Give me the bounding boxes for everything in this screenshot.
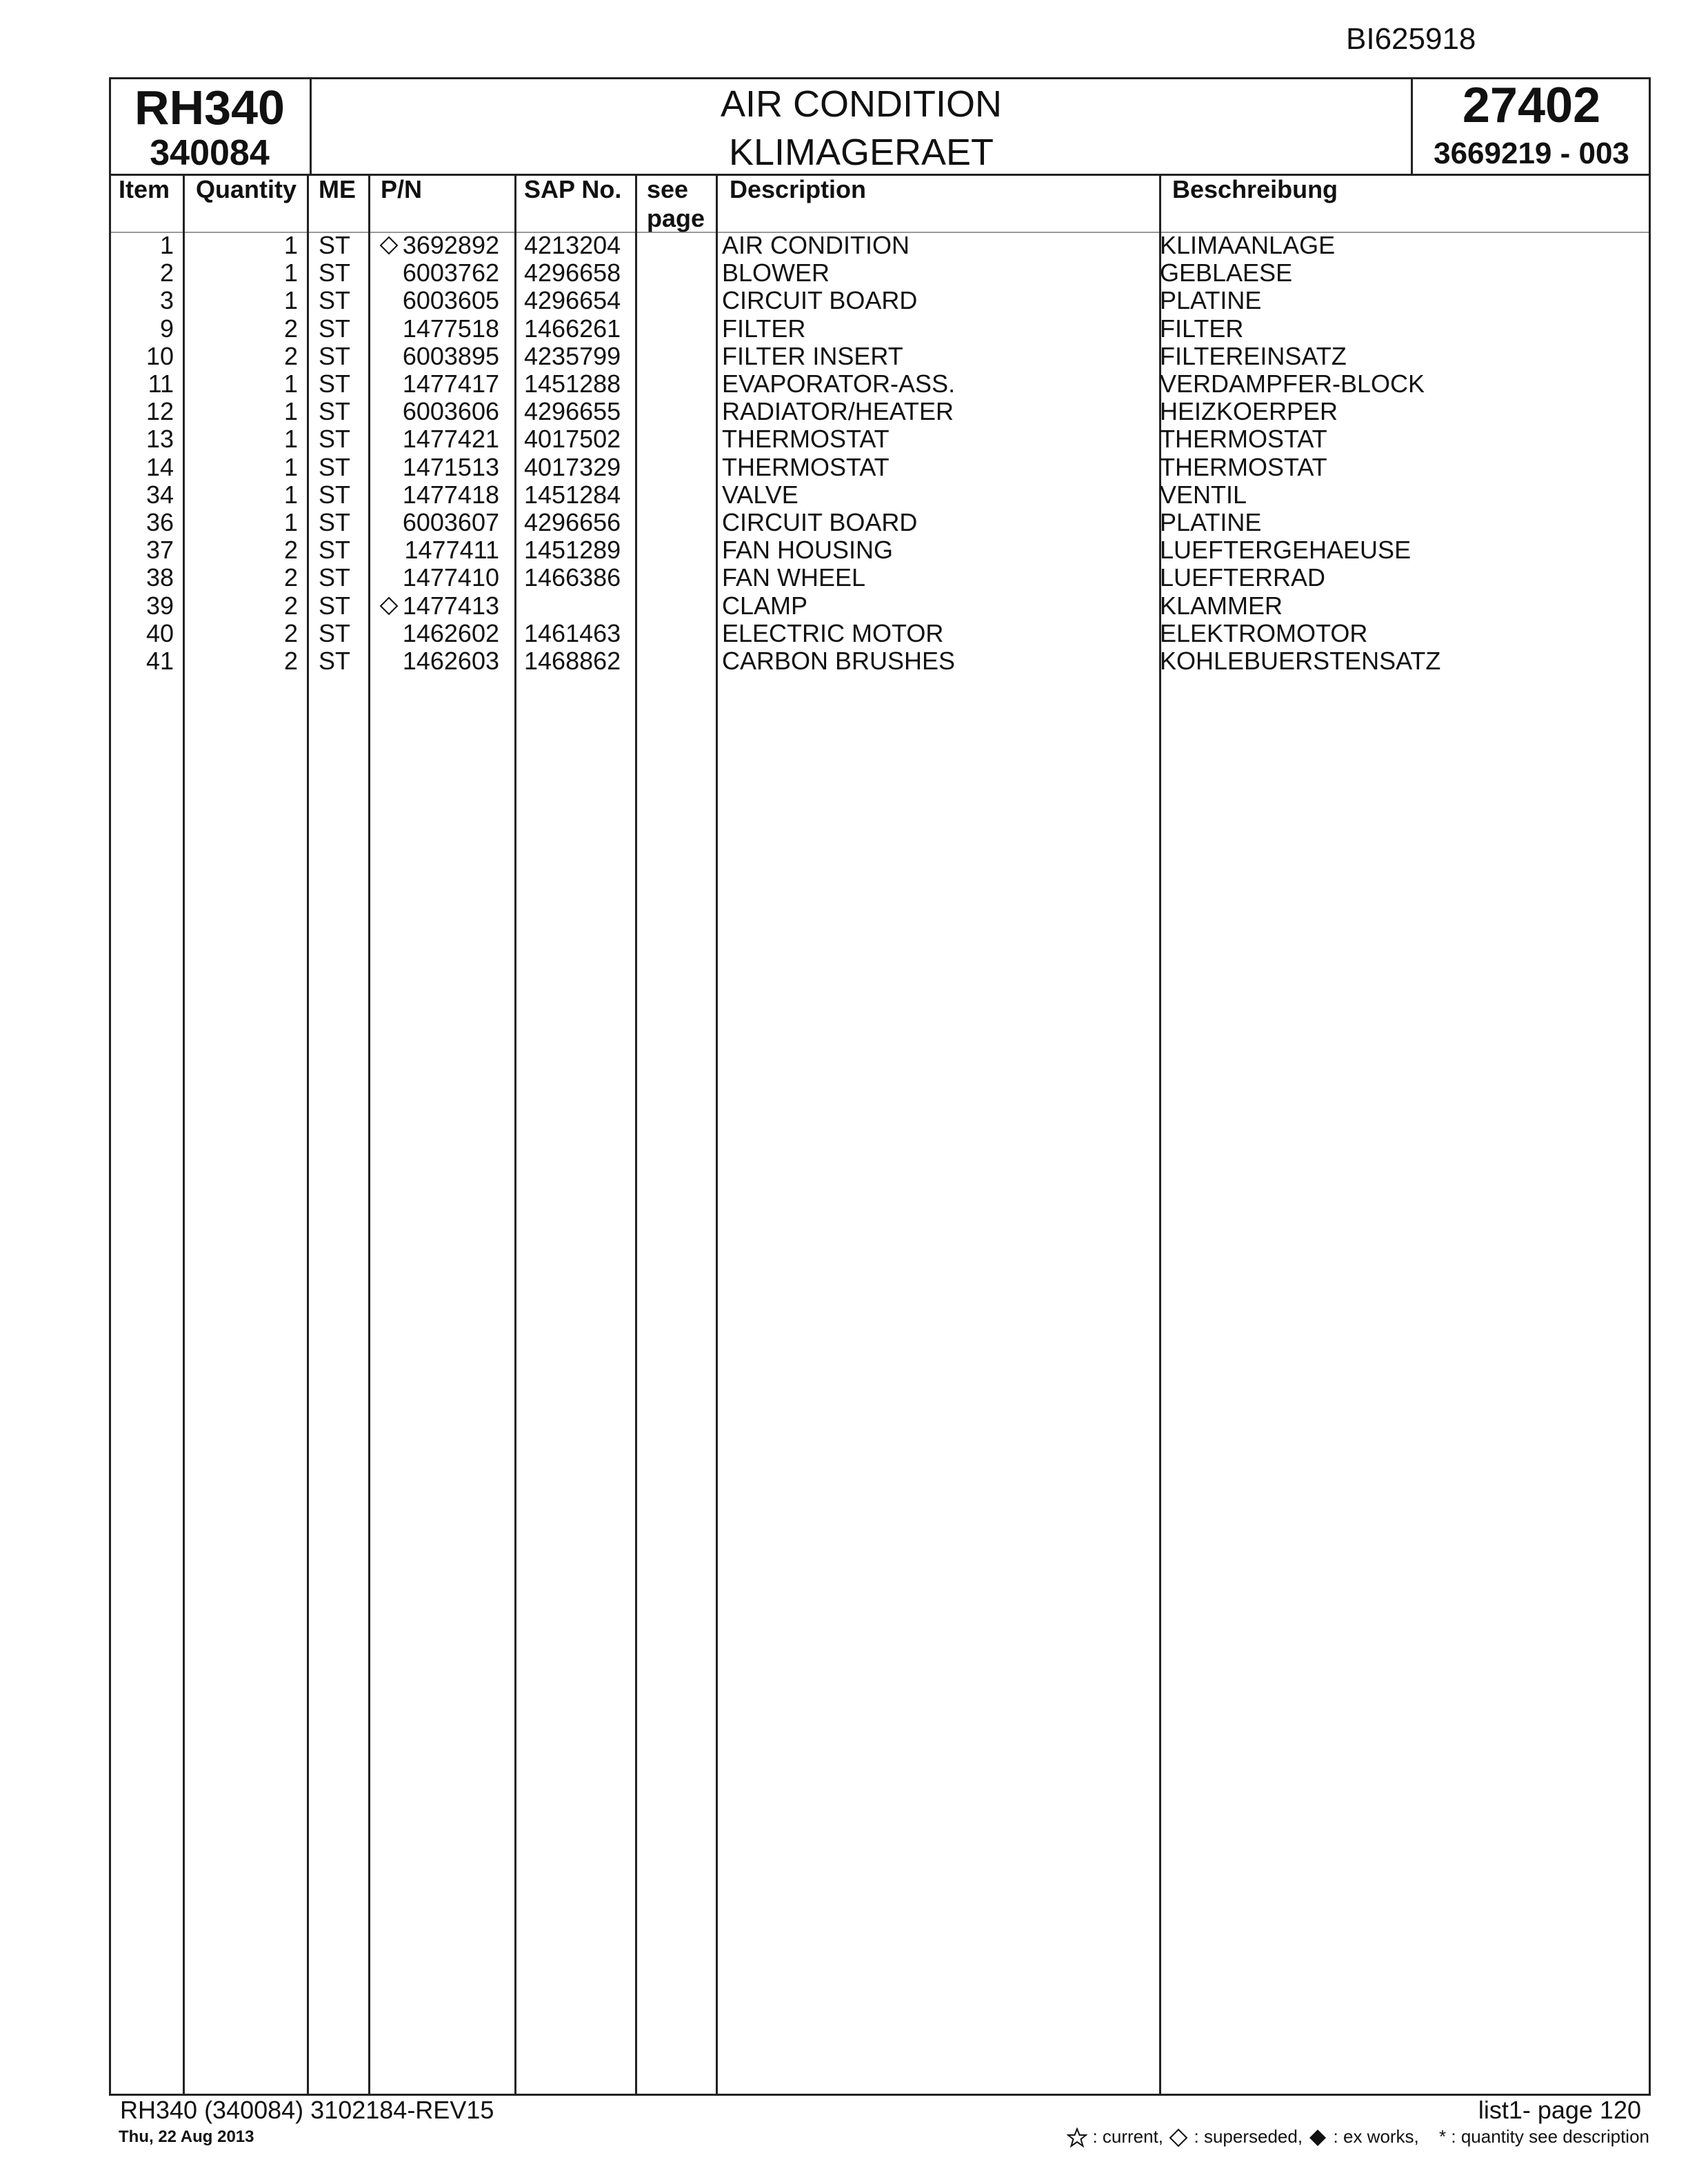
cell-quantity: 1: [283, 286, 298, 315]
cell-sap: 1451284: [524, 480, 621, 509]
cell-item: 36: [145, 508, 174, 536]
cell-sap: 4296656: [524, 508, 621, 536]
cell-item: 14: [145, 452, 174, 481]
cell-sap: 4296654: [524, 286, 621, 315]
column-divider: [716, 174, 718, 2096]
cell-sap: 4017502: [524, 425, 621, 454]
cell-sap: 4017329: [524, 452, 621, 481]
cell-pn: 1462602: [402, 618, 499, 647]
column-header-beschreibung: Beschreibung: [1172, 175, 1338, 203]
legend-current: : current,: [1092, 2126, 1164, 2147]
group-reference: 3669219 - 003: [1434, 136, 1629, 170]
cell-item: 13: [145, 425, 174, 454]
cell-quantity: 1: [283, 480, 298, 509]
column-divider: [368, 174, 370, 2096]
star-outline-icon: [1067, 2127, 1087, 2148]
cell-me: ST: [319, 314, 351, 343]
cell-me: ST: [319, 563, 351, 592]
cell-description: THERMOSTAT: [722, 425, 890, 454]
column-divider: [514, 174, 516, 2096]
cell-beschreibung: VERDAMPFER-BLOCK: [1160, 370, 1425, 398]
superseded-diamond-icon: [379, 596, 399, 616]
cell-item: 37: [145, 536, 174, 565]
cell-me: ST: [319, 425, 351, 454]
cell-beschreibung: KLAMMER: [1160, 591, 1283, 620]
legend-quantity-note: : quantity see description: [1451, 2126, 1649, 2147]
cell-description: THERMOSTAT: [722, 452, 890, 481]
cell-pn: 1477417: [402, 370, 499, 398]
cell-beschreibung: KOHLEBUERSTENSATZ: [1160, 647, 1441, 675]
cell-description: FAN WHEEL: [722, 563, 866, 592]
cell-me: ST: [319, 341, 351, 370]
cell-sap: 1466261: [524, 314, 621, 343]
cell-beschreibung: LUEFTERRAD: [1160, 563, 1326, 592]
cell-item: 38: [145, 563, 174, 592]
cell-sap: 1451289: [524, 536, 621, 565]
cell-me: ST: [319, 286, 351, 315]
cell-sap: 1461463: [524, 618, 621, 647]
cell-beschreibung: KLIMAANLAGE: [1160, 231, 1336, 259]
cell-description: FILTER INSERT: [722, 341, 903, 370]
footer-page-ref: list1- page 120: [1478, 2096, 1641, 2124]
legend-superseded: : superseded,: [1194, 2126, 1303, 2147]
cell-pn: 3692892: [402, 231, 499, 259]
cell-beschreibung: PLATINE: [1160, 286, 1262, 315]
cell-beschreibung: PLATINE: [1160, 508, 1262, 536]
cell-sap: 1466386: [524, 563, 621, 592]
symbol-legend: [1067, 2126, 1649, 2148]
cell-me: ST: [319, 647, 351, 675]
cell-me: ST: [319, 452, 351, 481]
column-header-sap: SAP No.: [524, 175, 622, 203]
column-divider: [307, 174, 309, 2096]
cell-me: ST: [319, 508, 351, 536]
document-id: BI625918: [1346, 22, 1476, 56]
cell-description: RADIATOR/HEATER: [722, 397, 954, 426]
cell-pn: 1477518: [402, 314, 499, 343]
cell-pn: 6003895: [402, 341, 499, 370]
cell-quantity: 1: [283, 508, 298, 536]
cell-item: 10: [145, 341, 174, 370]
cell-quantity: 2: [283, 591, 298, 620]
cell-beschreibung: GEBLAESE: [1160, 259, 1293, 287]
cell-description: CARBON BRUSHES: [722, 647, 956, 675]
cell-quantity: 2: [283, 314, 298, 343]
cell-description: EVAPORATOR-ASS.: [722, 370, 956, 398]
cell-item: 11: [148, 370, 174, 398]
cell-beschreibung: FILTEREINSATZ: [1160, 341, 1347, 370]
cell-quantity: 1: [283, 370, 298, 398]
cell-pn: 1471513: [402, 452, 499, 481]
footer-date: Thu, 22 Aug 2013: [119, 2127, 254, 2146]
cell-description: CIRCUIT BOARD: [722, 508, 918, 536]
cell-beschreibung: THERMOSTAT: [1160, 425, 1327, 454]
cell-sap: 4296658: [524, 259, 621, 287]
column-header-item: Item: [119, 175, 170, 203]
column-header-page: page: [647, 204, 705, 232]
cell-quantity: 1: [283, 231, 298, 259]
cell-pn: 1477418: [402, 480, 499, 509]
cell-me: ST: [319, 618, 351, 647]
cell-item: 41: [145, 647, 174, 675]
cell-pn: 6003605: [402, 286, 499, 315]
cell-pn: 1477421: [402, 425, 499, 454]
cell-me: ST: [319, 370, 351, 398]
cell-item: 34: [145, 480, 174, 509]
cell-me: ST: [319, 231, 351, 259]
cell-quantity: 2: [283, 341, 298, 370]
cell-sap: 4213204: [524, 231, 621, 259]
model-name: RH340: [134, 81, 285, 134]
cell-me: ST: [319, 480, 351, 509]
cell-item: 2: [159, 259, 174, 287]
cell-beschreibung: LUEFTERGEHAEUSE: [1160, 536, 1411, 565]
cell-sap: 1468862: [524, 647, 621, 675]
cell-me: ST: [319, 397, 351, 426]
cell-me: ST: [319, 259, 351, 287]
asterisk-icon: *: [1439, 2126, 1447, 2147]
cell-description: FILTER: [722, 314, 806, 343]
cell-beschreibung: VENTIL: [1160, 480, 1247, 509]
cell-item: 1: [159, 231, 174, 259]
cell-sap: 4235799: [524, 341, 621, 370]
cell-pn: 1477411: [404, 536, 499, 565]
cell-beschreibung: FILTER: [1160, 314, 1244, 343]
cell-item: 39: [145, 591, 174, 620]
cell-sap: 1451288: [524, 370, 621, 398]
cell-sap: 4296655: [524, 397, 621, 426]
cell-pn: 1462603: [402, 647, 499, 675]
title-english: AIR CONDITION: [720, 83, 1002, 125]
cell-quantity: 2: [283, 563, 298, 592]
column-header-description: Description: [730, 175, 867, 203]
cell-item: 40: [145, 618, 174, 647]
model-number: 340084: [150, 133, 270, 173]
cell-quantity: 1: [283, 425, 298, 454]
column-header-pn: P/N: [381, 175, 423, 203]
column-header-quantity: Quantity: [196, 175, 297, 203]
cell-description: FAN HOUSING: [722, 536, 894, 565]
cell-pn: 6003606: [402, 397, 499, 426]
cell-quantity: 2: [283, 536, 298, 565]
cell-description: ELECTRIC MOTOR: [722, 618, 944, 647]
column-divider: [635, 174, 637, 2096]
cell-pn: 6003762: [402, 259, 499, 287]
superseded-diamond-icon: [379, 236, 399, 255]
cell-beschreibung: ELEKTROMOTOR: [1160, 618, 1368, 647]
group-number: 27402: [1462, 78, 1601, 133]
diamond-outline-icon: [1168, 2127, 1189, 2148]
column-header-me: ME: [319, 175, 356, 203]
cell-description: CIRCUIT BOARD: [722, 286, 918, 315]
cell-item: 3: [159, 286, 174, 315]
cell-quantity: 2: [283, 618, 298, 647]
column-header-see: see: [647, 175, 689, 203]
cell-me: ST: [319, 591, 351, 620]
cell-quantity: 1: [283, 397, 298, 426]
legend-ex-works: : ex works,: [1333, 2126, 1419, 2147]
cell-description: BLOWER: [722, 259, 830, 287]
cell-description: AIR CONDITION: [722, 231, 910, 259]
footer-doc-ref: RH340 (340084) 3102184-REV15: [120, 2096, 494, 2124]
cell-beschreibung: HEIZKOERPER: [1160, 397, 1338, 426]
cell-quantity: 1: [283, 452, 298, 481]
diamond-filled-icon: [1307, 2127, 1328, 2148]
cell-item: 12: [145, 397, 174, 426]
cell-description: CLAMP: [722, 591, 808, 620]
cell-me: ST: [319, 536, 351, 565]
cell-pn: 1477413: [402, 591, 499, 620]
cell-pn: 1477410: [402, 563, 499, 592]
cell-item: 9: [159, 314, 174, 343]
cell-pn: 6003607: [402, 508, 499, 536]
column-divider: [183, 174, 185, 2096]
cell-quantity: 1: [283, 259, 298, 287]
title-german: KLIMAGERAET: [728, 132, 994, 173]
cell-beschreibung: THERMOSTAT: [1160, 452, 1327, 481]
cell-quantity: 2: [283, 647, 298, 675]
cell-description: VALVE: [722, 480, 798, 509]
